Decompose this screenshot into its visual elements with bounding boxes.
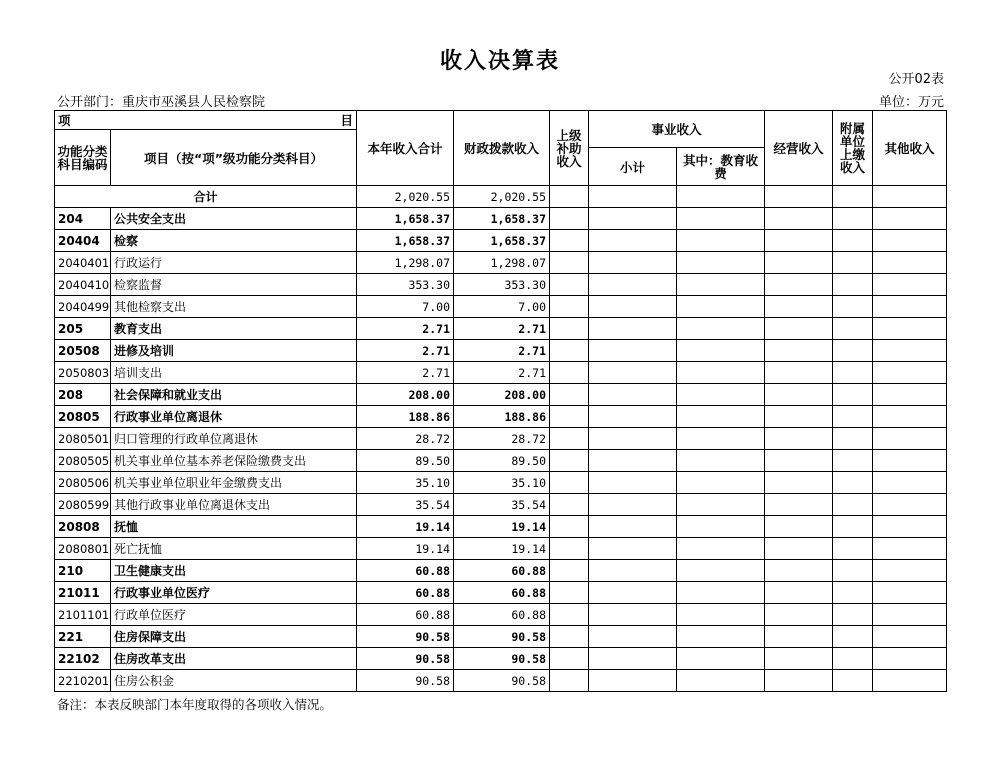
empty-cell	[833, 604, 873, 626]
empty-cell	[833, 340, 873, 362]
header-code: 功能分类科目编码	[55, 130, 111, 186]
table-row	[55, 208, 947, 230]
empty-cell	[677, 296, 765, 318]
empty-cell	[550, 648, 589, 670]
empty-cell	[550, 494, 589, 516]
row-fiscal: 19.14	[454, 538, 550, 560]
table-row	[55, 406, 947, 428]
empty-cell	[765, 362, 833, 384]
empty-cell	[589, 428, 677, 450]
row-total: 89.50	[357, 450, 454, 472]
row-code: 210	[55, 560, 111, 582]
empty-cell	[873, 450, 947, 472]
empty-cell	[833, 450, 873, 472]
empty-cell	[677, 362, 765, 384]
empty-cell	[765, 538, 833, 560]
row-code: 2040401	[55, 252, 111, 274]
empty-cell	[833, 472, 873, 494]
empty-cell	[589, 384, 677, 406]
row-total: 60.88	[357, 582, 454, 604]
empty-cell	[765, 582, 833, 604]
total-fiscal: 2,020.55	[454, 186, 550, 208]
header-superior: 上级补助收入	[550, 111, 589, 186]
empty-cell	[873, 208, 947, 230]
row-total: 1,658.37	[357, 208, 454, 230]
empty-cell	[833, 516, 873, 538]
empty-cell	[765, 626, 833, 648]
table-row	[55, 670, 947, 692]
row-code: 2101101	[55, 604, 111, 626]
table-row	[55, 582, 947, 604]
row-name: 行政事业单位医疗	[111, 582, 357, 604]
empty-cell	[873, 516, 947, 538]
empty-cell	[677, 208, 765, 230]
empty-cell	[873, 340, 947, 362]
empty-cell	[677, 428, 765, 450]
empty-cell	[550, 252, 589, 274]
row-total: 1,658.37	[357, 230, 454, 252]
empty-cell	[589, 274, 677, 296]
empty-cell	[765, 186, 833, 208]
empty-cell	[765, 670, 833, 692]
empty-cell	[550, 472, 589, 494]
row-code: 20404	[55, 230, 111, 252]
empty-cell	[833, 538, 873, 560]
row-name: 死亡抚恤	[111, 538, 357, 560]
empty-cell	[677, 670, 765, 692]
empty-cell	[677, 230, 765, 252]
empty-cell	[677, 560, 765, 582]
empty-cell	[833, 670, 873, 692]
empty-cell	[765, 274, 833, 296]
row-total: 60.88	[357, 604, 454, 626]
empty-cell	[550, 318, 589, 340]
empty-cell	[550, 362, 589, 384]
empty-cell	[677, 384, 765, 406]
total-total: 2,020.55	[357, 186, 454, 208]
header-other: 其他收入	[873, 111, 947, 186]
empty-cell	[589, 582, 677, 604]
empty-cell	[677, 516, 765, 538]
empty-cell	[550, 582, 589, 604]
empty-cell	[550, 604, 589, 626]
row-total: 90.58	[357, 670, 454, 692]
empty-cell	[589, 230, 677, 252]
empty-cell	[589, 296, 677, 318]
empty-cell	[677, 582, 765, 604]
row-code: 2080599	[55, 494, 111, 516]
row-total: 19.14	[357, 516, 454, 538]
row-code: 2080506	[55, 472, 111, 494]
empty-cell	[873, 472, 947, 494]
empty-cell	[873, 428, 947, 450]
table-row	[55, 318, 947, 340]
empty-cell	[550, 538, 589, 560]
total-row	[55, 186, 947, 208]
empty-cell	[873, 626, 947, 648]
row-fiscal: 188.86	[454, 406, 550, 428]
empty-cell	[550, 428, 589, 450]
empty-cell	[589, 560, 677, 582]
row-name: 公共安全支出	[111, 208, 357, 230]
row-name: 机关事业单位基本养老保险缴费支出	[111, 450, 357, 472]
row-total: 2.71	[357, 362, 454, 384]
empty-cell	[589, 450, 677, 472]
row-code: 2040499	[55, 296, 111, 318]
empty-cell	[765, 296, 833, 318]
empty-cell	[550, 296, 589, 318]
row-code: 2080801	[55, 538, 111, 560]
empty-cell	[873, 296, 947, 318]
row-total: 353.30	[357, 274, 454, 296]
footnote: 备注：本表反映部门本年度取得的各项收入情况。	[57, 697, 333, 712]
row-name: 其他行政事业单位离退休支出	[111, 494, 357, 516]
empty-cell	[550, 626, 589, 648]
row-fiscal: 1,658.37	[454, 230, 550, 252]
row-name: 社会保障和就业支出	[111, 384, 357, 406]
row-code: 2080501	[55, 428, 111, 450]
row-code: 20508	[55, 340, 111, 362]
table-row	[55, 516, 947, 538]
empty-cell	[765, 252, 833, 274]
row-fiscal: 35.10	[454, 472, 550, 494]
header-fiscal: 财政拨款收入	[454, 111, 550, 186]
empty-cell	[589, 648, 677, 670]
row-fiscal: 2.71	[454, 318, 550, 340]
row-total: 19.14	[357, 538, 454, 560]
header-xiang-mu	[55, 111, 357, 130]
empty-cell	[589, 186, 677, 208]
header-subtotal: 小计	[589, 148, 677, 186]
empty-cell	[550, 208, 589, 230]
empty-cell	[677, 648, 765, 670]
row-code: 2210201	[55, 670, 111, 692]
department-label: 公开部门：重庆市巫溪县人民检察院	[57, 95, 266, 110]
row-code: 20805	[55, 406, 111, 428]
empty-cell	[833, 230, 873, 252]
row-name: 机关事业单位职业年金缴费支出	[111, 472, 357, 494]
table-row	[55, 340, 947, 362]
empty-cell	[677, 318, 765, 340]
empty-cell	[677, 626, 765, 648]
row-code: 221	[55, 626, 111, 648]
empty-cell	[677, 274, 765, 296]
empty-cell	[550, 406, 589, 428]
header-education: 其中：教育收费	[677, 148, 765, 186]
empty-cell	[550, 450, 589, 472]
row-name: 教育支出	[111, 318, 357, 340]
empty-cell	[550, 186, 589, 208]
empty-cell	[550, 384, 589, 406]
row-total: 1,298.07	[357, 252, 454, 274]
empty-cell	[677, 472, 765, 494]
row-total: 2.71	[357, 340, 454, 362]
row-fiscal: 208.00	[454, 384, 550, 406]
empty-cell	[765, 208, 833, 230]
row-name: 归口管理的行政单位离退休	[111, 428, 357, 450]
empty-cell	[677, 494, 765, 516]
empty-cell	[833, 186, 873, 208]
row-fiscal: 89.50	[454, 450, 550, 472]
row-name: 进修及培训	[111, 340, 357, 362]
empty-cell	[873, 318, 947, 340]
row-code: 208	[55, 384, 111, 406]
table-row	[55, 384, 947, 406]
empty-cell	[873, 582, 947, 604]
row-code: 21011	[55, 582, 111, 604]
table-row	[55, 230, 947, 252]
table-row	[55, 472, 947, 494]
empty-cell	[833, 560, 873, 582]
empty-cell	[873, 538, 947, 560]
row-name: 住房公积金	[111, 670, 357, 692]
empty-cell	[833, 208, 873, 230]
empty-cell	[550, 274, 589, 296]
empty-cell	[873, 252, 947, 274]
table-row	[55, 274, 947, 296]
empty-cell	[550, 560, 589, 582]
empty-cell	[833, 582, 873, 604]
empty-cell	[833, 384, 873, 406]
header-operating: 经营收入	[765, 111, 833, 186]
empty-cell	[589, 494, 677, 516]
table-row	[55, 538, 947, 560]
row-fiscal: 90.58	[454, 670, 550, 692]
row-code: 205	[55, 318, 111, 340]
empty-cell	[833, 494, 873, 516]
header-affiliated: 附属单位上缴收入	[833, 111, 873, 186]
row-total: 90.58	[357, 648, 454, 670]
empty-cell	[873, 648, 947, 670]
unit-label: 单位：万元	[878, 95, 944, 110]
empty-cell	[677, 340, 765, 362]
empty-cell	[677, 406, 765, 428]
row-total: 35.54	[357, 494, 454, 516]
income-table	[54, 110, 947, 692]
row-code: 20808	[55, 516, 111, 538]
header-total: 本年收入合计	[357, 111, 454, 186]
row-fiscal: 90.58	[454, 648, 550, 670]
row-name: 检察	[111, 230, 357, 252]
row-fiscal: 353.30	[454, 274, 550, 296]
row-name: 住房保障支出	[111, 626, 357, 648]
row-name: 培训支出	[111, 362, 357, 384]
empty-cell	[550, 340, 589, 362]
table-row	[55, 648, 947, 670]
form-number: 公开02表	[888, 72, 944, 87]
empty-cell	[589, 340, 677, 362]
header-mu: 目	[340, 113, 353, 128]
empty-cell	[873, 406, 947, 428]
row-total: 2.71	[357, 318, 454, 340]
empty-cell	[833, 428, 873, 450]
empty-cell	[677, 450, 765, 472]
empty-cell	[550, 670, 589, 692]
empty-cell	[873, 274, 947, 296]
empty-cell	[873, 230, 947, 252]
row-total: 60.88	[357, 560, 454, 582]
empty-cell	[833, 252, 873, 274]
header-item: 项目（按“项”级功能分类科目）	[111, 130, 357, 186]
row-total: 7.00	[357, 296, 454, 318]
empty-cell	[589, 318, 677, 340]
row-fiscal: 60.88	[454, 604, 550, 626]
empty-cell	[765, 428, 833, 450]
empty-cell	[589, 516, 677, 538]
empty-cell	[873, 186, 947, 208]
empty-cell	[589, 604, 677, 626]
empty-cell	[765, 450, 833, 472]
table-row	[55, 626, 947, 648]
row-code: 2050803	[55, 362, 111, 384]
empty-cell	[765, 340, 833, 362]
empty-cell	[765, 472, 833, 494]
empty-cell	[765, 384, 833, 406]
table-header	[55, 111, 947, 186]
empty-cell	[873, 560, 947, 582]
empty-cell	[765, 406, 833, 428]
table-row	[55, 604, 947, 626]
empty-cell	[833, 318, 873, 340]
row-name: 抚恤	[111, 516, 357, 538]
row-name: 住房改革支出	[111, 648, 357, 670]
row-total: 208.00	[357, 384, 454, 406]
row-fiscal: 1,658.37	[454, 208, 550, 230]
empty-cell	[677, 252, 765, 274]
row-code: 204	[55, 208, 111, 230]
empty-cell	[589, 472, 677, 494]
table-row	[55, 428, 947, 450]
table-row	[55, 362, 947, 384]
empty-cell	[765, 494, 833, 516]
empty-cell	[550, 230, 589, 252]
empty-cell	[873, 494, 947, 516]
empty-cell	[589, 670, 677, 692]
row-name: 行政事业单位离退休	[111, 406, 357, 428]
empty-cell	[765, 318, 833, 340]
empty-cell	[873, 362, 947, 384]
row-fiscal: 1,298.07	[454, 252, 550, 274]
row-name: 其他检察支出	[111, 296, 357, 318]
empty-cell	[833, 362, 873, 384]
table-row	[55, 296, 947, 318]
row-code: 2040410	[55, 274, 111, 296]
empty-cell	[873, 670, 947, 692]
empty-cell	[833, 274, 873, 296]
empty-cell	[550, 516, 589, 538]
empty-cell	[833, 648, 873, 670]
header-xiang: 项	[58, 113, 71, 128]
row-fiscal: 60.88	[454, 560, 550, 582]
table-row	[55, 450, 947, 472]
empty-cell	[765, 230, 833, 252]
empty-cell	[873, 384, 947, 406]
empty-cell	[765, 604, 833, 626]
empty-cell	[765, 516, 833, 538]
empty-cell	[589, 362, 677, 384]
row-fiscal: 19.14	[454, 516, 550, 538]
row-total: 188.86	[357, 406, 454, 428]
empty-cell	[589, 208, 677, 230]
table-body	[55, 186, 947, 692]
empty-cell	[677, 604, 765, 626]
empty-cell	[765, 560, 833, 582]
empty-cell	[873, 604, 947, 626]
empty-cell	[765, 648, 833, 670]
empty-cell	[677, 538, 765, 560]
row-code: 2080505	[55, 450, 111, 472]
row-name: 行政运行	[111, 252, 357, 274]
table-row	[55, 560, 947, 582]
row-total: 28.72	[357, 428, 454, 450]
row-code: 22102	[55, 648, 111, 670]
empty-cell	[589, 538, 677, 560]
empty-cell	[677, 186, 765, 208]
empty-cell	[833, 406, 873, 428]
row-fiscal: 2.71	[454, 340, 550, 362]
table-row	[55, 252, 947, 274]
row-name: 卫生健康支出	[111, 560, 357, 582]
row-name: 行政单位医疗	[111, 604, 357, 626]
empty-cell	[589, 406, 677, 428]
row-fiscal: 90.58	[454, 626, 550, 648]
row-fiscal: 7.00	[454, 296, 550, 318]
row-total: 35.10	[357, 472, 454, 494]
header-business: 事业收入	[589, 111, 765, 148]
page-title: 收入决算表	[439, 48, 560, 74]
row-fiscal: 60.88	[454, 582, 550, 604]
table-row	[55, 494, 947, 516]
total-label: 合计	[55, 186, 357, 208]
empty-cell	[833, 626, 873, 648]
empty-cell	[589, 252, 677, 274]
empty-cell	[589, 626, 677, 648]
row-fiscal: 35.54	[454, 494, 550, 516]
empty-cell	[833, 296, 873, 318]
row-fiscal: 28.72	[454, 428, 550, 450]
row-name: 检察监督	[111, 274, 357, 296]
row-total: 90.58	[357, 626, 454, 648]
row-fiscal: 2.71	[454, 362, 550, 384]
